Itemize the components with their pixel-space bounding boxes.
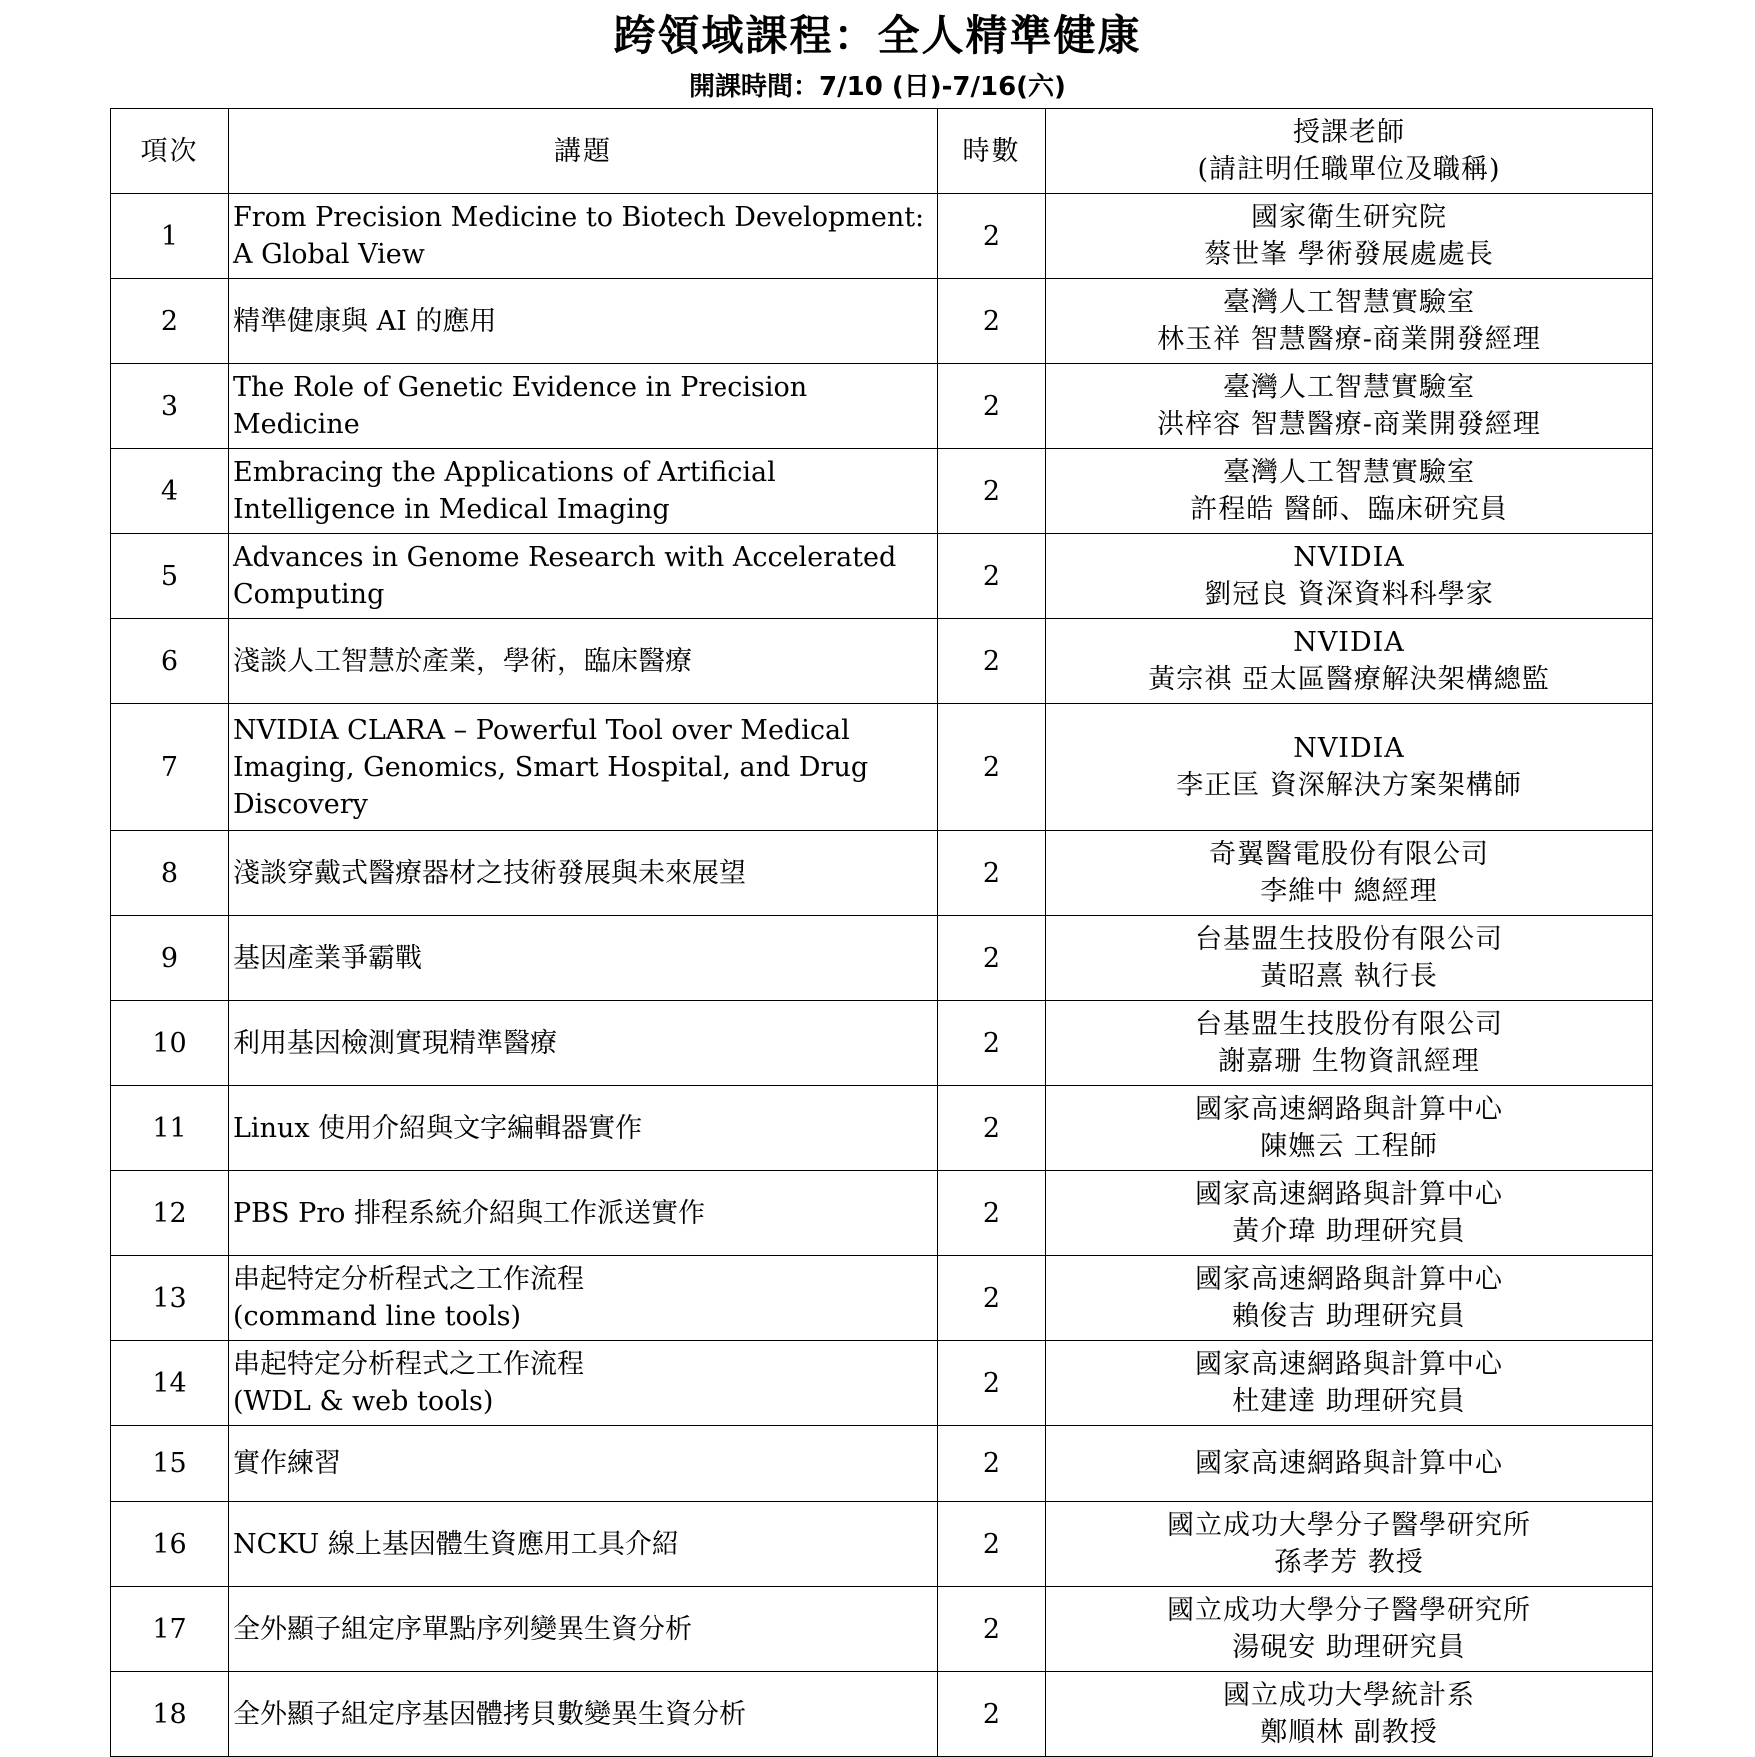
table-row (111, 364, 1653, 449)
cell-topic: Linux 使用介紹與文字編輯器實作 (229, 1086, 938, 1171)
cell-teacher: 奇翼醫電股份有限公司 李維中 總經理 (1046, 831, 1653, 916)
cell-hours: 2 (938, 916, 1046, 1001)
table-row (111, 1001, 1653, 1086)
cell-topic: 精準健康與 AI 的應用 (229, 279, 938, 364)
cell-item-no: 17 (111, 1587, 229, 1672)
cell-hours: 2 (938, 1256, 1046, 1341)
course-period: 開課時間：7/10 (日)-7/16(六) (689, 72, 1066, 102)
page-title: 跨領域課程：全人精準健康 (613, 11, 1142, 60)
cell-topic: 全外顯子組定序基因體拷貝數變異生資分析 (229, 1672, 938, 1757)
table-row (111, 1426, 1653, 1502)
cell-item-no: 18 (111, 1672, 229, 1757)
header-topic: 講題 (229, 109, 938, 194)
cell-item-no: 12 (111, 1171, 229, 1256)
cell-hours: 2 (938, 1001, 1046, 1086)
cell-topic: Advances in Genome Research with Accelerated Computing (229, 534, 938, 619)
cell-hours: 2 (938, 619, 1046, 704)
cell-teacher: 臺灣人工智慧實驗室 洪梓容 智慧醫療-商業開發經理 (1046, 364, 1653, 449)
cell-item-no: 14 (111, 1341, 229, 1426)
cell-hours: 2 (938, 1502, 1046, 1587)
cell-teacher: 國家高速網路與計算中心 杜建達 助理研究員 (1046, 1341, 1653, 1426)
table-row (111, 704, 1653, 831)
cell-hours: 2 (938, 1672, 1046, 1757)
cell-hours: 2 (938, 279, 1046, 364)
cell-item-no: 16 (111, 1502, 229, 1587)
cell-item-no: 4 (111, 449, 229, 534)
table-row (111, 916, 1653, 1001)
cell-teacher: 台基盟生技股份有限公司 謝嘉珊 生物資訊經理 (1046, 1001, 1653, 1086)
cell-item-no: 10 (111, 1001, 229, 1086)
cell-item-no: 5 (111, 534, 229, 619)
table-row (111, 831, 1653, 916)
cell-teacher: 台基盟生技股份有限公司 黃昭熹 執行長 (1046, 916, 1653, 1001)
table-row (111, 534, 1653, 619)
cell-topic: 利用基因檢測實現精準醫療 (229, 1001, 938, 1086)
header-item-no: 項次 (111, 109, 229, 194)
table-row (111, 449, 1653, 534)
cell-teacher: 國家高速網路與計算中心 (1046, 1426, 1653, 1502)
cell-item-no: 1 (111, 194, 229, 279)
cell-hours: 2 (938, 194, 1046, 279)
cell-topic: 淺談穿戴式醫療器材之技術發展與未來展望 (229, 831, 938, 916)
cell-topic: The Role of Genetic Evidence in Precision Medicine (229, 364, 938, 449)
header-hours: 時數 (938, 109, 1046, 194)
course-schedule-table (110, 108, 1653, 1757)
cell-topic: NVIDIA CLARA – Powerful Tool over Medical Imaging, Genomics, Smart Hospital, and Drug Discovery (229, 704, 938, 831)
cell-hours: 2 (938, 831, 1046, 916)
cell-item-no: 2 (111, 279, 229, 364)
cell-item-no: 8 (111, 831, 229, 916)
cell-hours: 2 (938, 534, 1046, 619)
cell-topic: 串起特定分析程式之工作流程 (WDL & web tools) (229, 1341, 938, 1426)
cell-hours: 2 (938, 704, 1046, 831)
cell-topic: 串起特定分析程式之工作流程 (command line tools) (229, 1256, 938, 1341)
cell-item-no: 7 (111, 704, 229, 831)
cell-teacher: 國家高速網路與計算中心 賴俊吉 助理研究員 (1046, 1256, 1653, 1341)
table-row (111, 1672, 1653, 1757)
cell-teacher: 國家高速網路與計算中心 陳嫵云 工程師 (1046, 1086, 1653, 1171)
cell-topic: 全外顯子組定序單點序列變異生資分析 (229, 1587, 938, 1672)
table-row (111, 1502, 1653, 1587)
cell-teacher: 國家高速網路與計算中心 黃介瑋 助理研究員 (1046, 1171, 1653, 1256)
cell-hours: 2 (938, 364, 1046, 449)
table-header-row (111, 109, 1653, 194)
cell-hours: 2 (938, 1341, 1046, 1426)
table-row (111, 1587, 1653, 1672)
cell-topic: 實作練習 (229, 1426, 938, 1502)
cell-topic: NCKU 線上基因體生資應用工具介紹 (229, 1502, 938, 1587)
cell-hours: 2 (938, 1171, 1046, 1256)
cell-teacher: NVIDIA 黃宗祺 亞太區醫療解決架構總監 (1046, 619, 1653, 704)
cell-teacher: NVIDIA 劉冠良 資深資料科學家 (1046, 534, 1653, 619)
header-teacher: 授課老師 (請註明任職單位及職稱) (1046, 109, 1653, 194)
cell-hours: 2 (938, 1587, 1046, 1672)
table-row (111, 619, 1653, 704)
cell-teacher: 臺灣人工智慧實驗室 林玉祥 智慧醫療-商業開發經理 (1046, 279, 1653, 364)
table-row (111, 279, 1653, 364)
table-row (111, 1256, 1653, 1341)
table-row (111, 1086, 1653, 1171)
cell-hours: 2 (938, 1086, 1046, 1171)
cell-topic: 基因產業爭霸戰 (229, 916, 938, 1001)
cell-teacher: 國立成功大學分子醫學研究所 湯硯安 助理研究員 (1046, 1587, 1653, 1672)
cell-item-no: 9 (111, 916, 229, 1001)
table-row (111, 1341, 1653, 1426)
cell-topic: 淺談人工智慧於產業，學術，臨床醫療 (229, 619, 938, 704)
cell-item-no: 3 (111, 364, 229, 449)
cell-item-no: 6 (111, 619, 229, 704)
cell-item-no: 11 (111, 1086, 229, 1171)
cell-teacher: 臺灣人工智慧實驗室 許程皓 醫師、臨床研究員 (1046, 449, 1653, 534)
cell-hours: 2 (938, 1426, 1046, 1502)
cell-topic: Embracing the Applications of Artificial Intelligence in Medical Imaging (229, 449, 938, 534)
cell-item-no: 15 (111, 1426, 229, 1502)
table-row (111, 1171, 1653, 1256)
cell-teacher: 國家衛生研究院 蔡世峯 學術發展處處長 (1046, 194, 1653, 279)
cell-topic: PBS Pro 排程系統介紹與工作派送實作 (229, 1171, 938, 1256)
cell-teacher: 國立成功大學統計系 鄭順林 副教授 (1046, 1672, 1653, 1757)
cell-item-no: 13 (111, 1256, 229, 1341)
cell-hours: 2 (938, 449, 1046, 534)
cell-topic: From Precision Medicine to Biotech Development: A Global View (229, 194, 938, 279)
cell-teacher: 國立成功大學分子醫學研究所 孫孝芳 教授 (1046, 1502, 1653, 1587)
table-row (111, 194, 1653, 279)
cell-teacher: NVIDIA 李正匡 資深解決方案架構師 (1046, 704, 1653, 831)
